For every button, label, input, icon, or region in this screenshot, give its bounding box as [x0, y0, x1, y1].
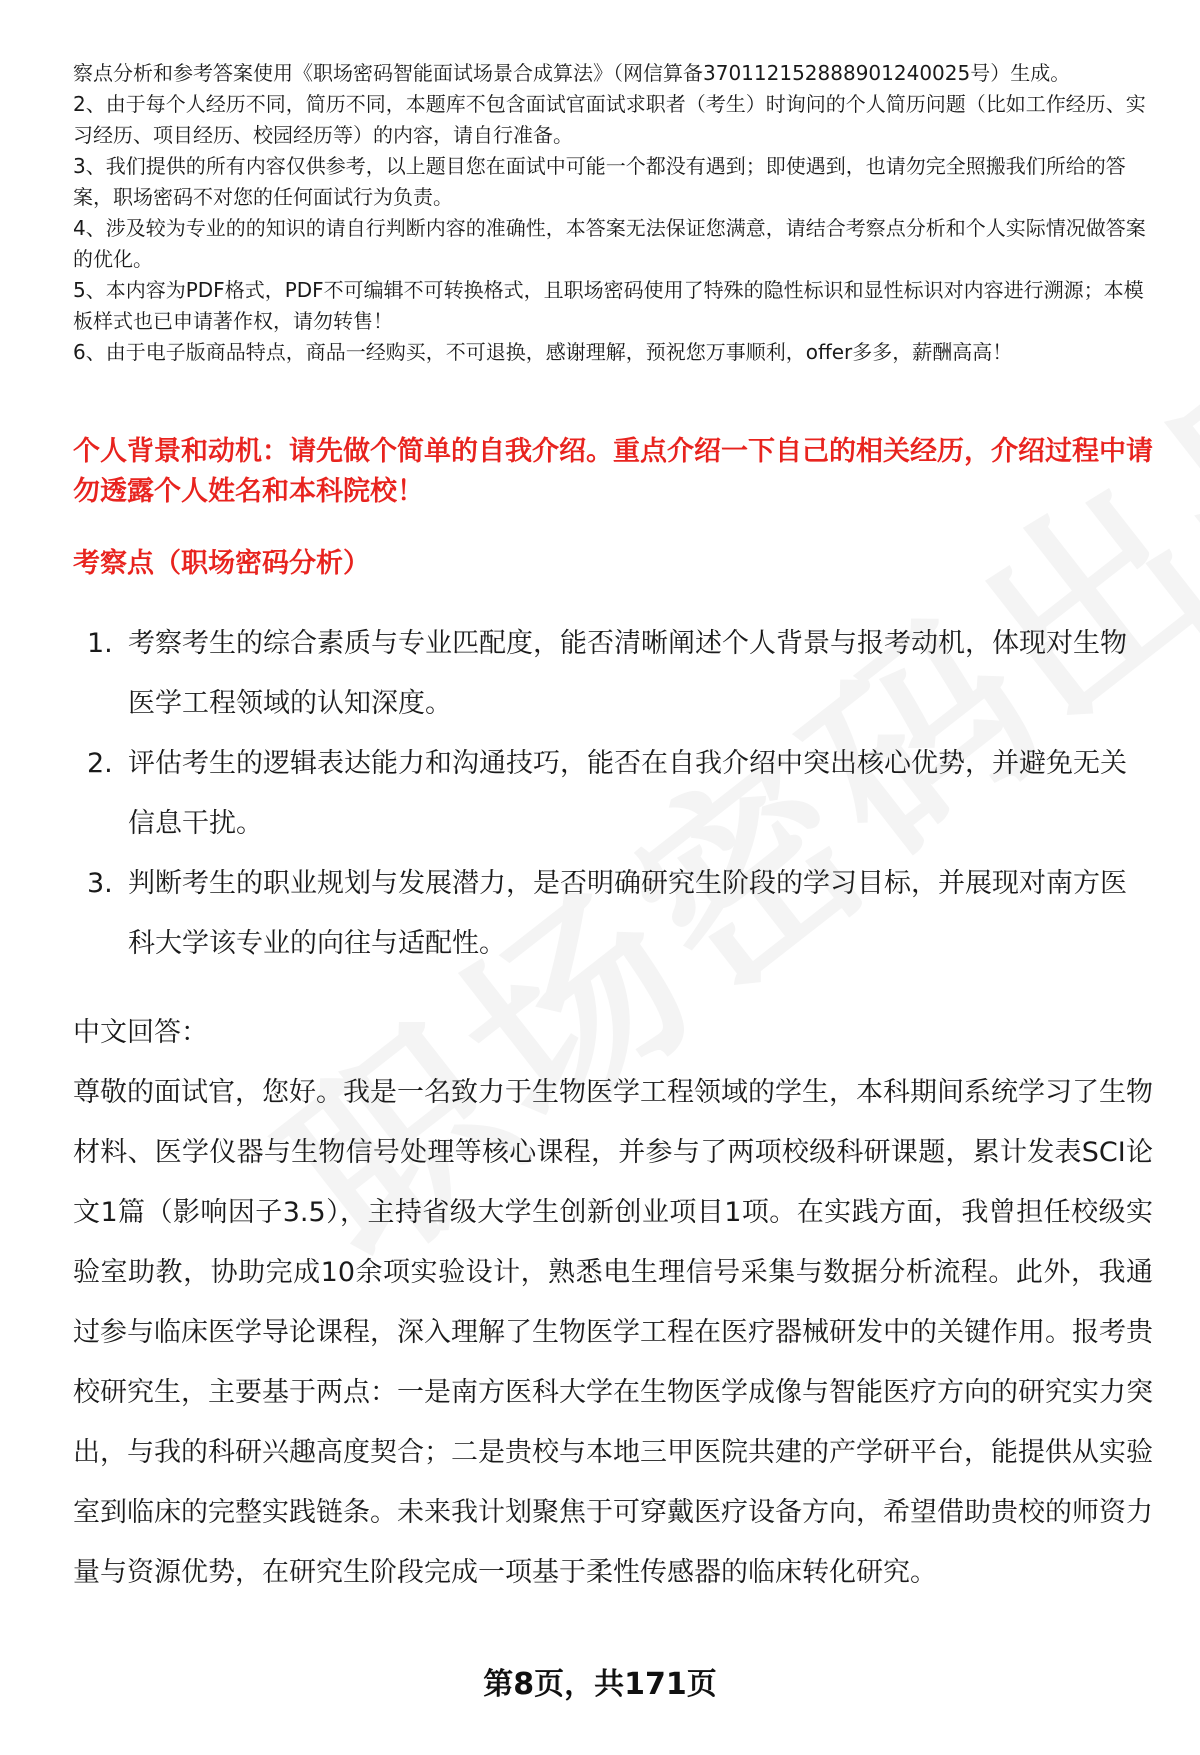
note-2: 2、由于每个人经历不同，简历不同，本题库不包含面试官面试求职者（考生）时询问的个人简历问题（比如工作经历、实习经历、项目经历、校园经历等）的内容，请自行准备。 [73, 92, 1146, 147]
answer-body: 尊敬的面试官，您好。我是一名致力于生物医学工程领域的学生，本科期间系统学习了生物材料、医学仪器与生物信号处理等核心课程，并参与了两项校级科研课题，累计发表SCI论文1篇（影响因子3.5），主持省级大学生创新创业项目1项。在实践方面，我曾担任校级实验室助教，协助完成10余项实验设计，熟悉电生理信号采集与数据分析流程。此外，我通过参与临床医学导论课程，深入理解了生物医学工程在医疗器械研发中的关键作用。报考贵校研究生，主要基于两点：一是南方医科大学在生物医学成像与智能医疗方向的研究实力突出，与我的科研兴趣高度契合；二是贵校与本地三甲医院共建的产学研平台，能提供从实验室到临床的完整实践链条。未来我计划聚焦于可穿戴医疗设备方向，希望借助贵校的师资力量与资源优势，在研究生阶段完成一项基于柔性传感器的临床转化研究。 [73, 1077, 1153, 1588]
note-1: 察点分析和参考答案使用《职场密码智能面试场景合成算法》（网信算备370112152888901240025号）生成。 [73, 61, 1071, 85]
answer-label: 中文回答： [73, 1017, 208, 1048]
note-4: 4、涉及较为专业的的知识的请自行判断内容的准确性，本答案无法保证您满意，请结合考察点分析和个人实际情况做答案的优化。 [73, 216, 1146, 271]
list-item [73, 734, 1153, 854]
list-item [73, 854, 1153, 974]
page-number: 第8页，共171页 [483, 1667, 717, 1702]
disclaimer-notes [73, 58, 1153, 368]
evaluation-points-list [73, 614, 1153, 974]
list-item-number: 3. [87, 868, 113, 899]
list-item-text: 考察考生的综合素质与专业匹配度，能否清晰阐述个人背景与报考动机，体现对生物医学工程领域的认知深度。 [128, 628, 1127, 719]
list-item-number: 2. [87, 748, 113, 779]
note-5: 5、本内容为PDF格式，PDF不可编辑不可转换格式，且职场密码使用了特殊的隐性标识和显性标识对内容进行溯源；本模板样式也已申请著作权，请勿转售！ [73, 278, 1144, 333]
list-item-number: 1. [87, 628, 113, 659]
note-3: 3、我们提供的所有内容仅供参考，以上题目您在面试中可能一个都没有遇到；即使遇到，也请勿完全照搬我们所给的答案，职场密码不对您的任何面试行为负责。 [73, 154, 1126, 209]
list-item-text: 评估考生的逻辑表达能力和沟通技巧，能否在自我介绍中突出核心优势，并避免无关信息干扰。 [128, 748, 1127, 839]
list-item [73, 614, 1153, 734]
note-6: 6、由于电子版商品特点，商品一经购买，不可退换，感谢理解，预祝您万事顺利，offer多多，薪酬高高！ [73, 340, 1013, 364]
points-heading: 考察点（职场密码分析） [73, 548, 370, 579]
list-item-text: 判断考生的职业规划与发展潜力，是否明确研究生阶段的学习目标，并展现对南方医科大学该专业的向往与适配性。 [128, 868, 1127, 959]
question-heading: 个人背景和动机：请先做个简单的自我介绍。重点介绍一下自己的相关经历，介绍过程中请勿透露个人姓名和本科院校！ [73, 436, 1153, 507]
